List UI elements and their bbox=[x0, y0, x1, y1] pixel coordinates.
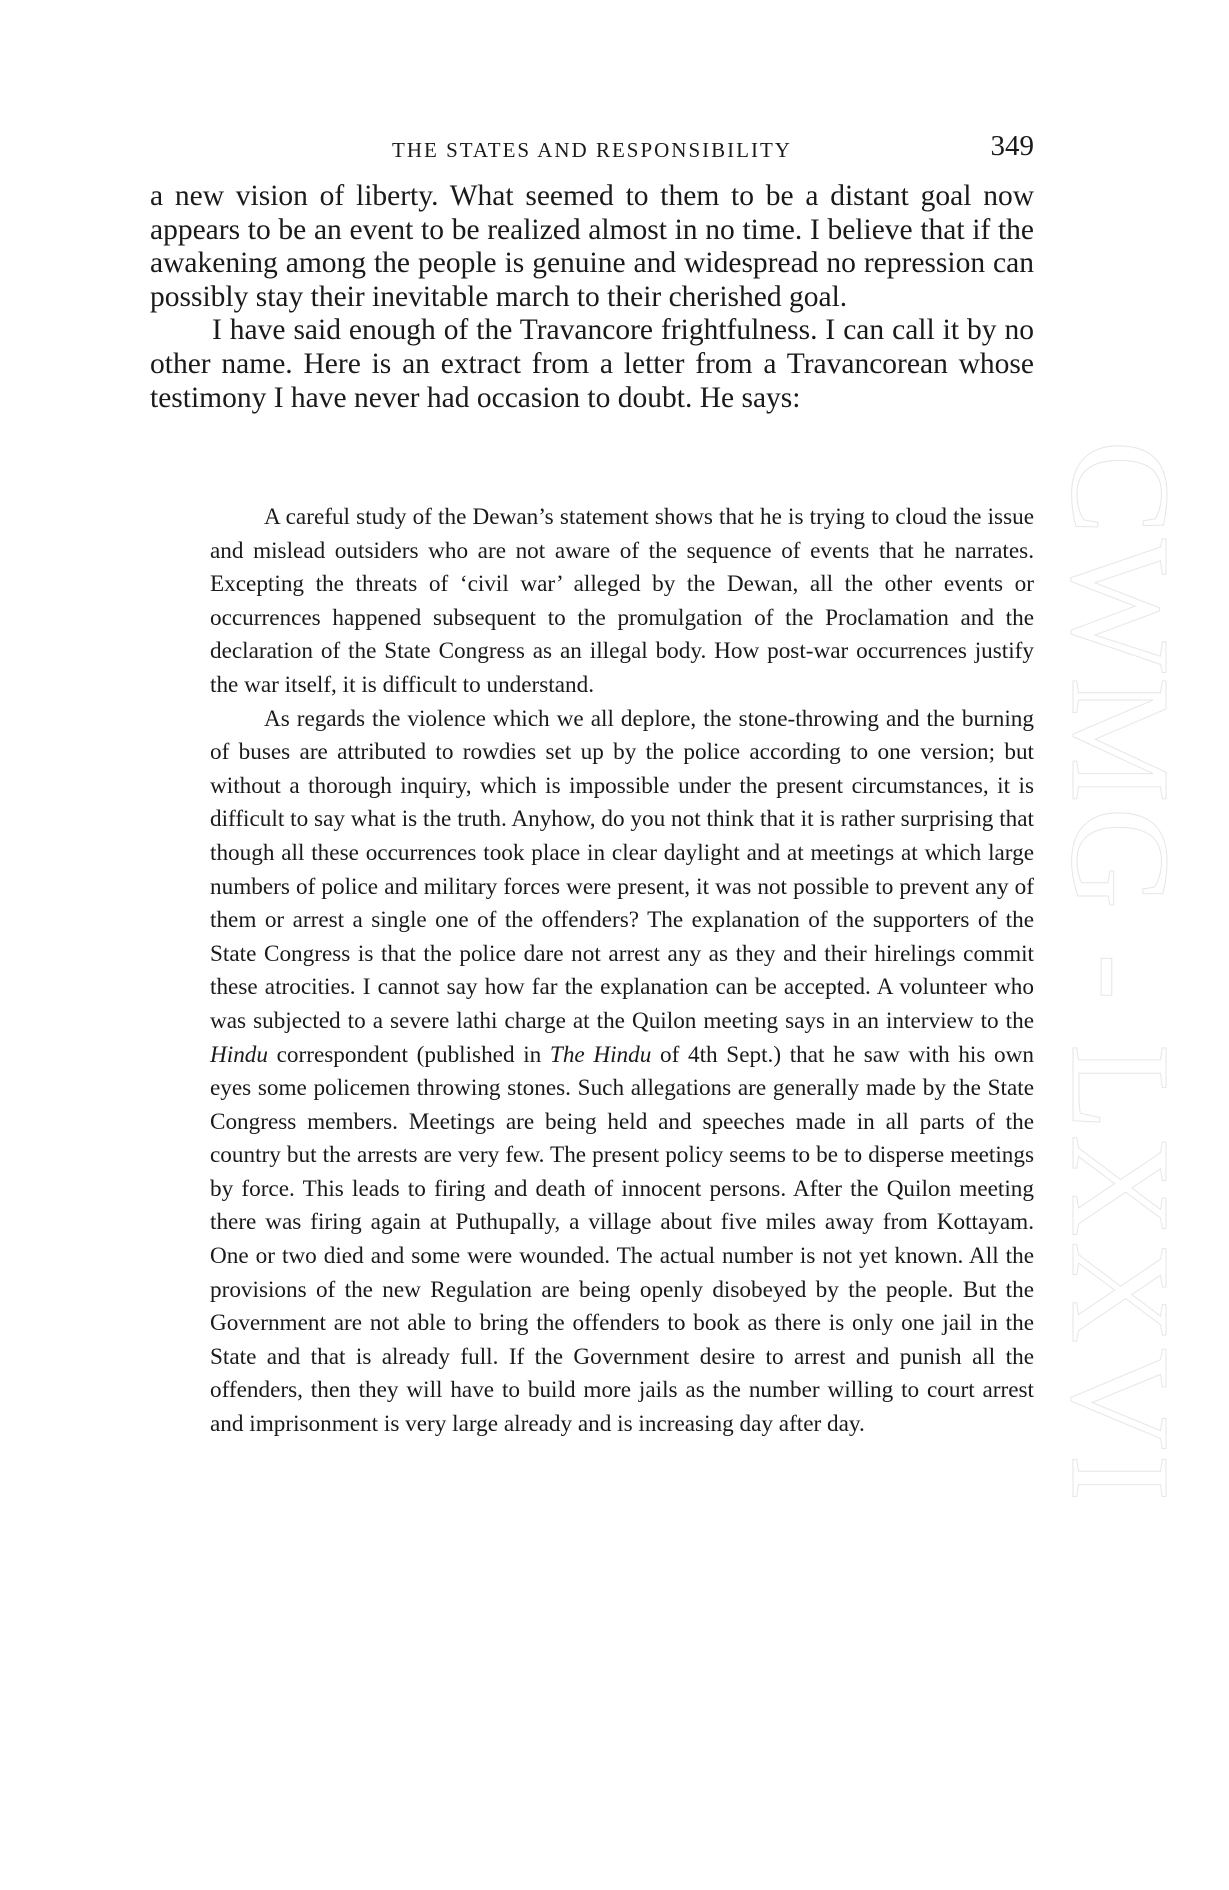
body-paragraph-1: a new vision of liberty. What seemed to them to be a distant goal now appears to be an event to be realized almost in no time. I believe that if the awakening among the people is genuine and widespread no repression can possibly stay their inevitable march to their cherished goal. bbox=[150, 180, 1034, 313]
quote-paragraph-2-part-c: of 4th Sept.) that he saw with his own eyes some policemen throwing stones. Such allegations are generally made by the State Congress members. Meetings are being held and speeches made in all parts of the country but the arrests are very few. The present policy seems to be to disperse meetings by force. This leads to firing and death of innocent persons. After the Quilon meeting there was firing again at Puthupally, a village about five miles away from Kottayam. One or two died and some were wounded. The actual number is not yet known. All the provisions of the new Regulation are being openly disobeyed by the people. But the Government are not able to bring the offenders to book as there is only one jail in the State and that is already full. If the Government desire to arrest and punish all the offenders, then they will have to build more jails as the number willing to court arrest and imprisonment is very large already and is increasing day after day. bbox=[210, 1041, 1034, 1438]
page-header bbox=[150, 130, 1034, 170]
page-number: 349 bbox=[990, 130, 1034, 162]
block-quote bbox=[210, 501, 1034, 1442]
watermark bbox=[1010, 440, 1229, 1506]
hindu-italic-1: Hindu bbox=[210, 1041, 268, 1068]
hindu-italic-2: The Hindu bbox=[549, 1041, 652, 1068]
quote-paragraph-2-part-a: As regards the violence which we all deplore, the stone-throwing and the burning of buses are attributed to rowdies set up by the police according to one version; but without a thorough inquiry, which is impossible under the present circumstances, it is difficult to say what is the truth. Anyhow, do you not think that it is rather surprising that though all these occurrences took place in clear daylight and at meetings at which large numbers of police and military forces were present, it was not possible to prevent any of them or arrest a single one of the offenders? The explanation of the supporters of the State Congress is that the police dare not arrest any as they and their hirelings commit these atrocities. I cannot say how far the explanation can be accepted. A volunteer who was subjected to a severe lathi charge at the Quilon meeting says in an interview to the bbox=[210, 705, 1034, 1034]
body-text bbox=[150, 180, 1034, 415]
quote-paragraph-2-part-b: correspondent (published in bbox=[267, 1041, 550, 1068]
watermark-text: CWMG - LXXVI bbox=[1042, 440, 1200, 1506]
quote-paragraph-1: A careful study of the Dewan’s statement shows that he is trying to cloud the issue and mislead outsiders who are not aware of the sequence of events that he narrates. Excepting the threats of ‘civil war’ alleged by the Dewan, all the other events or occurrences happened subsequent to the promulgation of the Proclamation and the declaration of the State Congress as an illegal body. How post-war occurrences justify the war itself, it is difficult to understand. bbox=[210, 504, 1034, 698]
running-head: THE STATES AND RESPONSIBILITY bbox=[392, 138, 792, 162]
quote-paragraph-2 bbox=[210, 703, 1034, 1442]
body-paragraph-2: I have said enough of the Travancore frightfulness. I can call it by no other name. Here is an extract from a letter from a Travancorean whose testimony I have never had occasion to doubt. He says: bbox=[150, 314, 1034, 414]
